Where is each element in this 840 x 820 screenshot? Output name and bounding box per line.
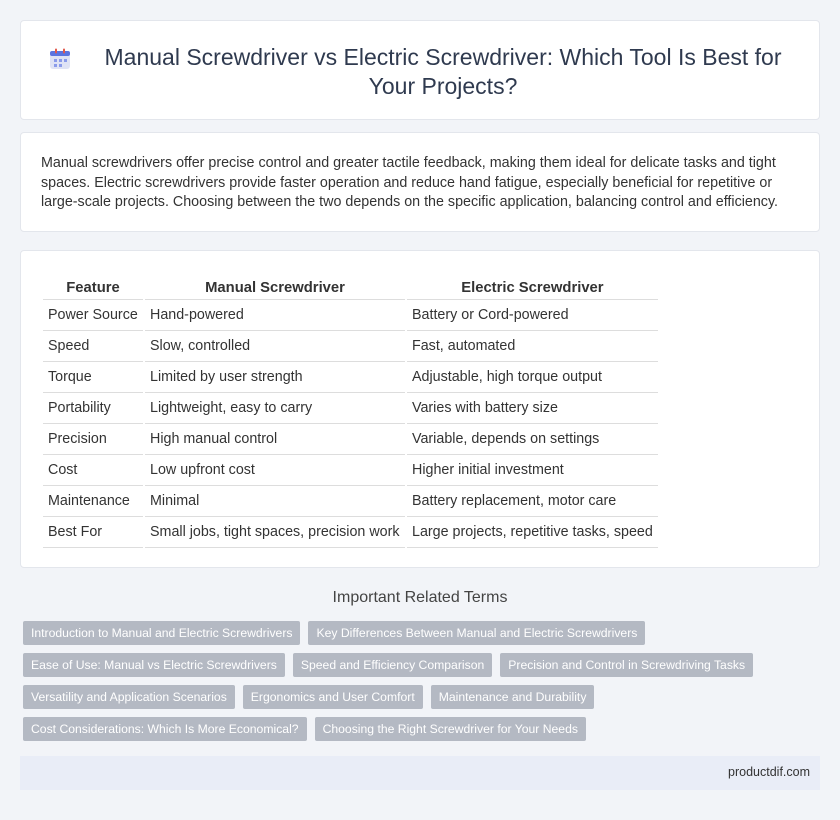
related-tag[interactable]: Choosing the Right Screwdriver for Your Needs	[315, 717, 586, 741]
electric-cell: Fast, automated	[406, 330, 658, 361]
electric-cell: Battery replacement, motor care	[406, 485, 658, 516]
title-wrap	[57, 43, 799, 101]
manual-cell: High manual control	[144, 423, 406, 454]
table-row	[43, 423, 658, 454]
tag-row	[23, 685, 813, 709]
related-tag[interactable]: Precision and Control in Screwdriving Tasks	[500, 653, 753, 677]
related-tags	[23, 621, 813, 749]
header-electric: Electric Screwdriver	[406, 275, 658, 299]
intro-paragraph: Manual screwdrivers offer precise control and greater tactile feedback, making them ideal for delicate tasks and tight spaces. Electric screwdrivers provide faster operation and reduce hand fatigue, especially beneficial for repetitive or large-scale projects. Choosing between the two depends on the specific application, balancing control and efficiency.	[41, 155, 779, 211]
manual-cell: Low upfront cost	[144, 454, 406, 485]
manual-cell: Lightweight, easy to carry	[144, 392, 406, 423]
comparison-table	[43, 275, 658, 548]
related-tag[interactable]: Ergonomics and User Comfort	[243, 685, 423, 709]
feature-cell: Best For	[43, 516, 144, 547]
table-row	[43, 299, 658, 330]
related-tag[interactable]: Key Differences Between Manual and Electric Screwdrivers	[308, 621, 645, 645]
table-row	[43, 516, 658, 547]
manual-cell: Hand-powered	[144, 299, 406, 330]
header-feature: Feature	[43, 275, 144, 299]
related-tag[interactable]: Versatility and Application Scenarios	[23, 685, 235, 709]
footer	[20, 756, 820, 790]
tag-row	[23, 621, 813, 645]
table-row	[43, 454, 658, 485]
feature-cell: Portability	[43, 392, 144, 423]
table-row	[43, 485, 658, 516]
electric-cell: Varies with battery size	[406, 392, 658, 423]
table-header-row	[43, 275, 658, 299]
electric-cell: Battery or Cord-powered	[406, 299, 658, 330]
manual-cell: Slow, controlled	[144, 330, 406, 361]
page-title: Manual Screwdriver vs Electric Screwdriver: Which Tool Is Best for Your Projects?	[104, 44, 782, 99]
manual-cell: Minimal	[144, 485, 406, 516]
related-tag[interactable]: Maintenance and Durability	[431, 685, 595, 709]
footer-site[interactable]: productdif.com	[728, 765, 810, 779]
table-row	[43, 330, 658, 361]
manual-cell: Limited by user strength	[144, 361, 406, 392]
intro-card	[20, 132, 820, 232]
electric-cell: Higher initial investment	[406, 454, 658, 485]
feature-cell: Maintenance	[43, 485, 144, 516]
electric-cell: Adjustable, high torque output	[406, 361, 658, 392]
related-tag[interactable]: Speed and Efficiency Comparison	[293, 653, 492, 677]
electric-cell: Variable, depends on settings	[406, 423, 658, 454]
feature-cell: Speed	[43, 330, 144, 361]
table-row	[43, 392, 658, 423]
electric-cell: Large projects, repetitive tasks, speed	[406, 516, 658, 547]
manual-cell: Small jobs, tight spaces, precision work	[144, 516, 406, 547]
related-terms-title: Important Related Terms	[332, 589, 508, 606]
feature-cell: Torque	[43, 361, 144, 392]
related-tag[interactable]: Cost Considerations: Which Is More Economical?	[23, 717, 307, 741]
feature-cell: Power Source	[43, 299, 144, 330]
header-card	[20, 20, 820, 120]
tag-row	[23, 653, 813, 677]
tag-row	[23, 717, 813, 741]
table-row	[43, 361, 658, 392]
feature-cell: Precision	[43, 423, 144, 454]
comparison-card	[20, 250, 820, 568]
related-tag[interactable]: Introduction to Manual and Electric Screwdrivers	[23, 621, 300, 645]
feature-cell: Cost	[43, 454, 144, 485]
header-manual: Manual Screwdriver	[144, 275, 406, 299]
related-tag[interactable]: Ease of Use: Manual vs Electric Screwdrivers	[23, 653, 285, 677]
